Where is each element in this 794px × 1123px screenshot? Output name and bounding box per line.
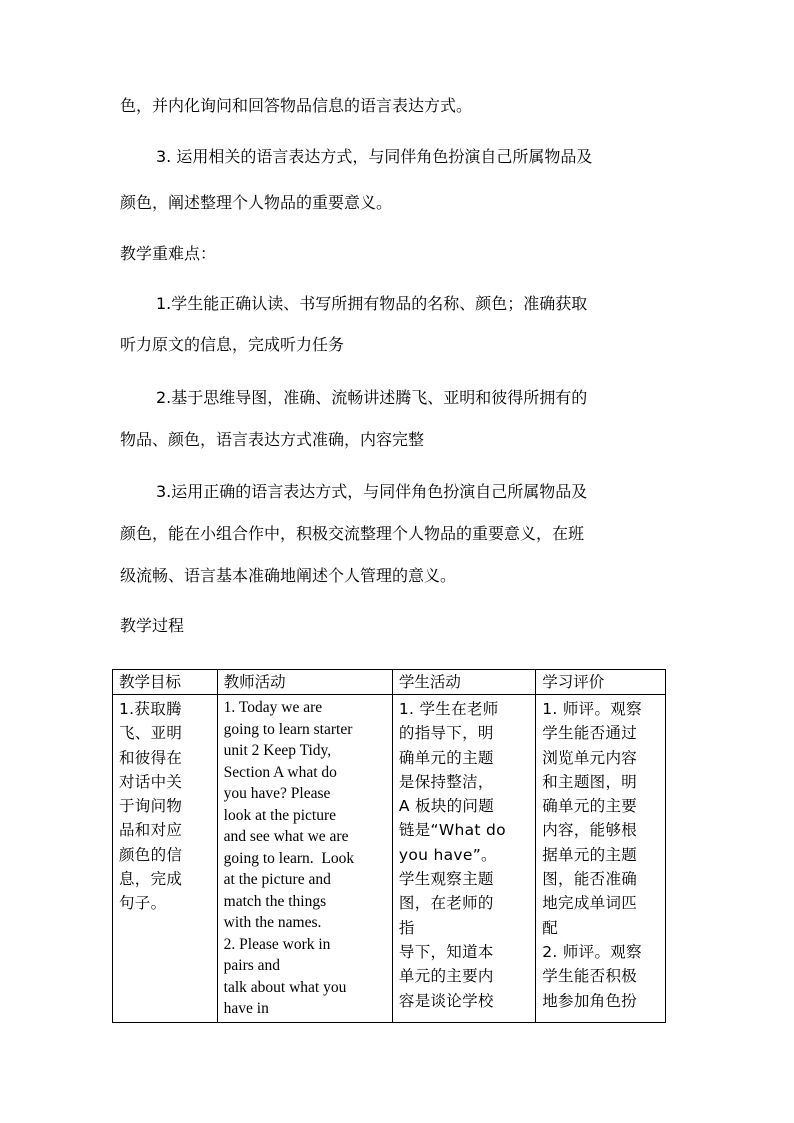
text-line: 1.学生能正确认读、书写所拥有物品的名称、颜色；准确获取 xyxy=(156,294,588,313)
text-line: 2.基于思维导图，准确、流畅讲述腾飞、亚明和彼得所拥有的 xyxy=(156,388,588,407)
cell-line: 确单元的主要 xyxy=(542,797,638,816)
cell-line: 容是谈论学校 xyxy=(398,991,494,1010)
cell-line: 颜色的信 xyxy=(119,845,183,864)
cell-line: and see what we are xyxy=(223,828,349,845)
cell-line: 学生观察主题 xyxy=(398,870,494,889)
cell-line: 单元的主要内 xyxy=(398,967,494,986)
text-line: 颜色，能在小组合作中，积极交流整理个人物品的重要意义，在班 xyxy=(120,524,585,543)
cell-line: talk about what you xyxy=(223,978,347,996)
cell-teacher-activity xyxy=(217,695,392,1023)
cell-line: 和主题图，明 xyxy=(542,772,638,791)
cell-line: 和彼得在 xyxy=(119,748,183,767)
cell-line: unit 2 Keep Tidy, xyxy=(223,742,332,759)
cell-line: 品和对应 xyxy=(119,821,183,840)
cell-line: 息，完成 xyxy=(119,870,183,889)
text-line: 教学过程 xyxy=(120,616,185,635)
header-teaching-objective: 教学目标 xyxy=(113,670,218,695)
header-teacher-activity: 教师活动 xyxy=(217,670,392,695)
text-line: 3. 运用相关的语言表达方式，与同伴角色扮演自己所属物品及 xyxy=(156,147,593,166)
header-student-activity: 学生活动 xyxy=(392,670,535,695)
cell-line: 2. 师评。观察 xyxy=(542,942,642,961)
cell-line: going to learn starter xyxy=(223,720,353,738)
text-line: 听力原文的信息，完成听力任务 xyxy=(120,335,345,354)
cell-line: 浏览单元内容 xyxy=(542,748,638,767)
table-header-row xyxy=(113,670,666,695)
cell-line: 指 xyxy=(398,918,415,937)
cell-line: you have? Please xyxy=(223,785,331,802)
cell-line: going to learn. Look xyxy=(223,849,355,867)
cell-line: 句子。 xyxy=(119,894,167,913)
cell-line: 对话中关 xyxy=(119,772,183,791)
cell-line: 导下，知道本 xyxy=(398,942,494,961)
cell-line: 1.获取腾 xyxy=(119,700,182,718)
text-line: 色，并内化询问和回答物品信息的语言表达方式。 xyxy=(120,96,473,115)
cell-line: 图，在老师的 xyxy=(398,894,494,913)
text-line: 教学重难点： xyxy=(120,244,217,263)
cell-line: 配 xyxy=(542,918,559,937)
cell-line: 地参加角色扮 xyxy=(542,991,638,1010)
cell-line: at the picture and xyxy=(223,871,331,888)
text-line: 3.运用正确的语言表达方式，与同伴角色扮演自己所属物品及 xyxy=(156,482,588,501)
cell-line: 的指导下，明 xyxy=(398,724,494,743)
cell-line: pairs and xyxy=(223,957,281,974)
cell-line: 1. Today we are xyxy=(223,699,323,716)
cell-line: match the things xyxy=(223,892,327,910)
cell-line: 据单元的主题 xyxy=(542,845,638,864)
cell-line: 2. Please work in xyxy=(223,935,331,953)
text-line: 颜色，阐述整理个人物品的重要意义。 xyxy=(120,193,393,212)
cell-line: 地完成单词匹 xyxy=(542,894,638,913)
text-line: 物品、颜色，语言表达方式准确，内容完整 xyxy=(120,430,425,449)
header-learning-evaluation: 学习评价 xyxy=(536,670,666,695)
teaching-process-table xyxy=(112,669,666,1023)
cell-line: 确单元的主题 xyxy=(398,748,494,767)
cell-line: 图，能否准确 xyxy=(542,870,638,889)
cell-line: 内容，能够根 xyxy=(542,821,638,840)
cell-learning-evaluation xyxy=(536,695,666,1023)
cell-line: 学生能否积极 xyxy=(542,967,638,986)
cell-teaching-objective xyxy=(113,695,218,1023)
cell-line: 链是“What do xyxy=(398,821,506,840)
cell-line: 1. 学生在老师 xyxy=(398,700,499,718)
cell-line: you have”。 xyxy=(398,845,497,864)
text-line: 级流畅、语言基本准确地阐述个人管理的意义。 xyxy=(120,566,457,585)
cell-line: 1. 师评。观察 xyxy=(542,700,642,718)
cell-line: 飞、亚明 xyxy=(119,724,183,743)
cell-line: 于询问物 xyxy=(119,797,183,816)
cell-line: 是保持整洁， xyxy=(398,772,494,791)
cell-line: Section A what do xyxy=(223,763,337,781)
cell-line: have in xyxy=(223,1000,269,1017)
table-row xyxy=(113,695,666,1023)
cell-student-activity xyxy=(392,695,535,1023)
cell-line: look at the picture xyxy=(223,806,337,824)
cell-line: 学生能否通过 xyxy=(542,724,638,743)
cell-line: with the names. xyxy=(223,914,322,931)
cell-line: A 板块的问题 xyxy=(398,797,495,816)
